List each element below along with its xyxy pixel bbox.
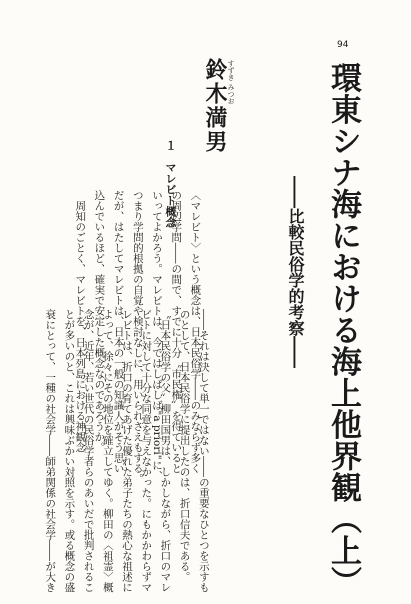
- author-name: 鈴木満男: [202, 58, 228, 154]
- body-line: 込んでいるほど、確実で安定した概念なのであろうか。: [93, 190, 106, 453]
- section-heading: １ マレビト概念: [164, 140, 177, 228]
- body-line: 〈マレビト〉という概念は、日本民俗学――のみならず多く: [189, 190, 202, 474]
- body-line: 周知のごとく、マレビトを、日本列島における神観念: [74, 190, 87, 453]
- article-title: 環東シナ海における海上他界観（上）: [325, 62, 361, 598]
- body-line: 〝日本民俗学の父〟柳田国男は、しかしながら、折口のマレ: [159, 309, 172, 593]
- body-line: とが多いのと、これは興味ぶかい対照を示す。或る概念の盛: [63, 309, 76, 593]
- body-line: ――それは決して単一ではない――の重要なひとつを示すも: [197, 309, 210, 593]
- body-line: 衰にとって、一種の社会学――師弟関係の社会学――が大き: [44, 309, 57, 593]
- body-line: レビトは、折口の育てあげた優れた弟子たちの熱心な祖述に: [121, 309, 134, 593]
- body-line: つまり学問的根拠の自覚や検討なしに、用いられさえもする。: [131, 190, 144, 484]
- body-line: ビトに対して十分な同意を与えなかった。にもかかわらずマ: [140, 309, 153, 593]
- page-number: 94: [337, 40, 349, 50]
- body-line: よって、徐々にその地位を確立してゆく。柳田の〈祖霊〉概: [101, 309, 114, 593]
- body-line: いってよかろう。マレビトは、今ではしばしば"a priori"に、: [151, 190, 164, 481]
- article-subtitle: ――比較民俗学的考察――: [286, 176, 305, 368]
- author-name-ruby: すずき みつお: [227, 60, 235, 105]
- body-line: 念が、近年、若い世代の民俗学者らのあいだで批判されるこ: [82, 309, 95, 593]
- body-line: の周辺学問――の間で、すでに十分〝市民権〟を得ていると: [170, 190, 183, 474]
- body-text-lower: [40, 309, 213, 593]
- body-line: のとして、日本民俗学に提出したのは、折口信夫である。: [178, 309, 191, 582]
- body-line: だが、はたしてマレビトは、日本の一般の知識人がそう思い: [112, 190, 125, 474]
